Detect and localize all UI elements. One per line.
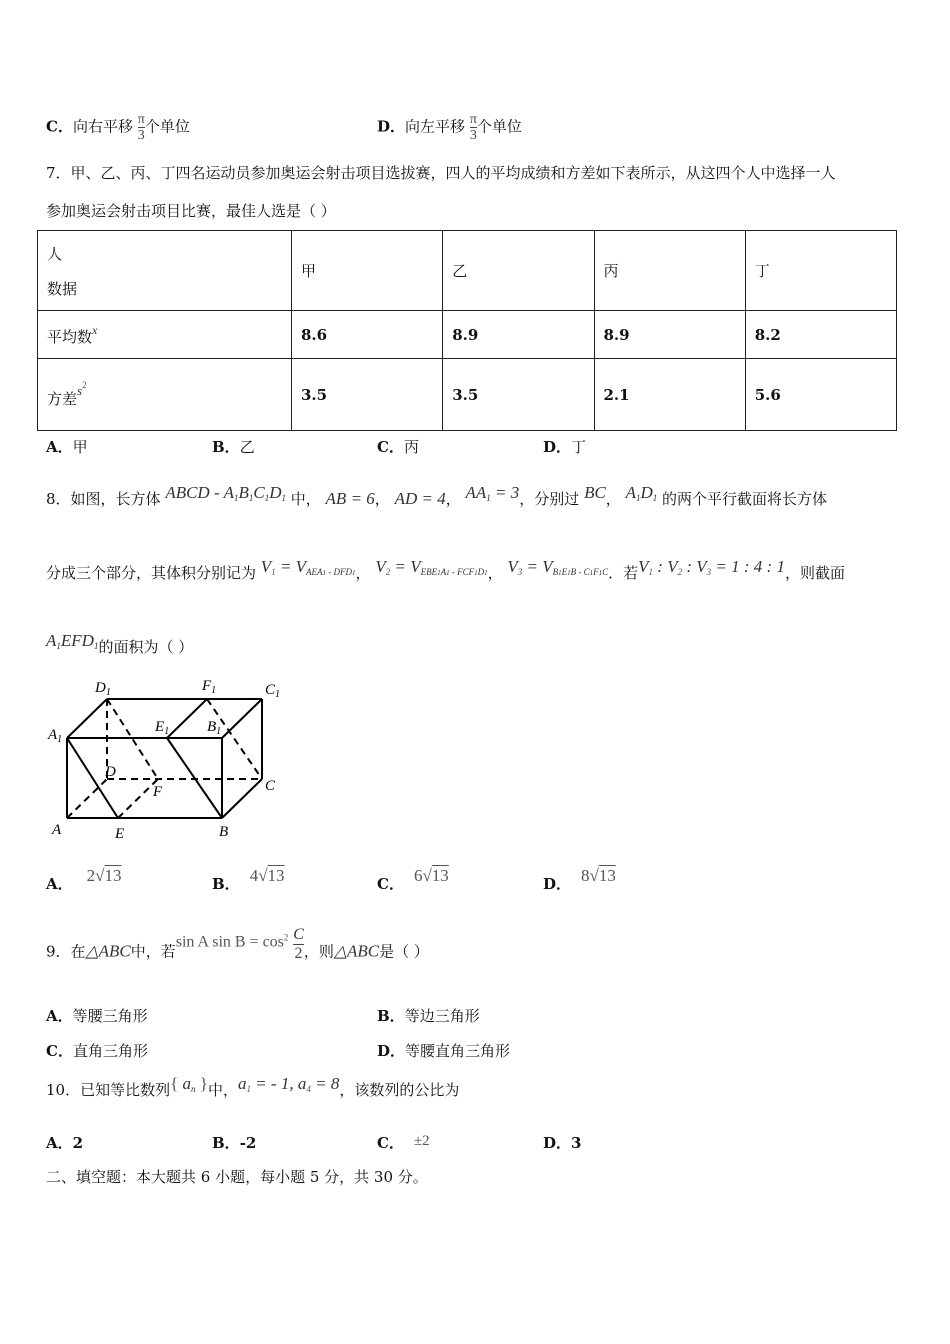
coef: 2 [86,866,96,885]
option-text: 等腰直角三角形 [405,1042,511,1060]
aa1-b: = 3 [490,483,520,502]
sequence: { $a_n$ } [170,1074,208,1094]
option-text: 丁 [571,438,587,456]
sub: 1 [474,569,478,577]
sub: E [561,567,568,577]
solid-part: C [253,483,265,502]
sub: A [440,567,447,577]
table-header-row [38,231,897,311]
option-math: 2√13 [86,866,122,885]
section-name [46,631,98,650]
table-row-variance [38,359,897,431]
q7-stem-line2: 参加奥运会射击项目比赛，最佳人选是（ ） [46,202,336,220]
q8-option-b [212,866,285,894]
q10-option-d [543,1132,581,1153]
q7-data-table [37,230,897,431]
label-e1: $E_1$ [155,719,170,737]
corner-bottom: 数据 [47,279,78,298]
q10-stem [46,1074,459,1100]
option-label: B． [377,1007,405,1025]
solid-part: B [238,483,249,502]
corner-top: 人 [47,244,63,263]
option-math: 6√13 [413,866,449,885]
sub: EBE [420,567,438,577]
option-label: D． [543,438,572,456]
q10-option-c [377,1132,430,1153]
radicand: 13 [267,866,285,885]
sub: F [593,567,599,577]
sub: 1 [558,569,562,577]
radicand: 13 [104,866,122,885]
option-label: A． [46,1007,73,1025]
option-text: 甲 [72,438,88,456]
solid-part: ABCD - A [165,483,234,502]
q10-option-b [212,1132,256,1153]
eq: = V [522,557,553,576]
option-text: 丙 [403,438,419,456]
a1d1 [626,483,658,502]
sub: 1 [484,569,488,577]
text: ．若 [608,564,639,582]
a1d1-b: D [640,483,653,502]
frac-num: π [469,112,477,127]
label-a1: $A_1$ [48,727,63,745]
table-cell: 3.5 [292,359,443,431]
q9-stem [46,926,429,963]
table-cell: 2.1 [594,359,745,431]
q9-option-c [46,1040,148,1061]
table-cell: 8.9 [594,311,745,359]
q8-stem-line3 [46,631,193,657]
sub: 1 [486,493,491,503]
label-f1: $F_1$ [202,678,217,696]
label-b1: $B_1$ [207,719,222,737]
radicand: 13 [431,866,449,885]
sub: 1 [635,493,641,503]
solid-name [165,483,286,502]
radicand: 13 [598,866,616,885]
sub: 1 [589,569,594,577]
eq: = V [390,557,421,576]
option-text: ±2 [413,1133,430,1149]
sup: 2 [283,932,289,943]
sub: 1 [264,493,270,503]
header-cell: 乙 [443,231,594,311]
q7-option-c [377,436,419,457]
header-cell: 丁 [745,231,896,311]
option-label: C． [377,875,404,893]
sub: AEA [306,567,323,577]
option-label: C． [46,1042,73,1060]
coef: 8 [581,866,590,885]
text: ，则 [303,942,334,961]
coef: 4 [249,866,259,885]
option-label: C． [377,438,404,456]
q9-option-b [377,1005,480,1026]
mean-symbol: x [92,322,98,337]
option-text: 等边三角形 [404,1007,480,1025]
bc: BC [584,483,606,502]
option-label: A． [46,875,73,893]
option-label: D． [543,875,572,893]
v1-def [261,557,356,576]
option-text-post: 个单位 [476,117,522,136]
sub: 1 [352,569,356,577]
q8-option-d [543,866,616,894]
table-cell: 8.6 [292,311,443,359]
condition: $a_1$ = - 1, $a_4 = 8$ [237,1074,340,1094]
q7-option-b [212,436,255,457]
text: ，该数列的公比为 [339,1081,460,1099]
option-math: 8√13 [581,866,616,885]
label-d: D [105,764,116,780]
option-label: C． [377,1134,404,1152]
sub: 1 [598,569,603,577]
q8-number: 8．如图，长方体 [46,490,161,508]
option-label: A． [46,1134,73,1152]
option-math: 4√13 [249,866,285,885]
ad-eq: AD = 4 [394,489,446,508]
v: V [260,557,272,576]
sub: 1 [567,569,571,577]
text: ，分别过 [519,490,580,508]
option-label: D． [377,117,406,136]
option-label: B． [212,438,240,456]
text: 是（ ） [379,942,429,961]
option-text: 向右平移 [72,117,133,136]
q6-option-d [377,112,522,143]
sub: 1 [248,493,254,503]
option-label: B． [212,1134,240,1152]
label-c1: $C_1$ [265,682,281,700]
sub: D [477,567,485,577]
frac-den: 3 [137,128,145,143]
label-d1: $D_1$ [95,680,111,698]
section-2-heading: 二、填空题：本大题共 6 小题，每小题 5 分，共 30 分。 [46,1168,428,1186]
cond-end: = 8 [310,1074,340,1093]
fraction [293,926,304,963]
cond-a: a [237,1074,247,1093]
option-text: 向左平移 [405,117,466,136]
option-text: 直角三角形 [72,1042,148,1060]
q7-option-a [46,436,88,457]
label-f: F [153,784,163,800]
q8-option-c [377,866,449,894]
sub: B - C [570,567,590,577]
option-text: 3 [571,1134,582,1152]
variance-symbol: s [77,383,83,398]
coef: 6 [413,866,423,885]
sub: 1 [437,569,441,577]
table-cell: 8.2 [745,311,896,359]
text: 分成三个部分，其体积分别记为 [46,564,257,582]
variance-sup: 2 [82,380,87,390]
sub: n [191,1084,196,1094]
label-a: A [52,822,62,838]
v: V [375,557,386,576]
q6-option-c [46,112,190,143]
solid-part: D [269,483,282,502]
sub: B [552,567,559,577]
sub: 1 [233,493,239,503]
eq: = V [275,557,307,576]
option-label: B． [212,875,240,893]
text: 中，若 [130,942,176,961]
triangle: △ABC [333,941,380,961]
row-label [38,311,292,359]
sub: 1 [322,569,327,577]
v2-def: $V_2 = V_{EBE1A1}$ $_{- FCF1D1}$ [375,557,488,577]
v: V [507,557,518,576]
table-cell: 3.5 [443,359,594,431]
sym: EFD [60,631,94,650]
sub: - FCF [449,567,475,577]
v3-def: $V_3 = V_{B1E1B - C1F1C}$ [507,557,609,577]
row-label-text: 平均数 [47,327,93,346]
a1d1-a: A [625,483,636,502]
aa1-eq [466,483,520,502]
ratio: $V_1$ : $V_2$ : $V_3 = 1$ : 4 : 1 [638,557,785,577]
option-text: 2 [72,1134,84,1152]
frac-num: C [293,926,304,943]
option-text: 乙 [239,438,255,456]
text: 的面积为（ ） [98,638,194,656]
row-label [38,359,292,431]
option-text-post: 个单位 [144,117,190,136]
q9-option-d [377,1040,510,1061]
row-label-text: 方差 [47,390,78,408]
option-label: C． [46,117,73,136]
table-cell: 5.6 [745,359,896,431]
q8-stem-line1: 8．如图，长方体 ABCD - $A_1B_1C_1D_1$ 中， AB = 6， AD = 4， $AA_1 = 3$，分别过 BC， $A_1D_1$ 的两个平行截面将长方体 [46,483,828,508]
option-text: 等腰三角形 [72,1007,148,1025]
option-label: A． [46,438,73,456]
frac-den: 2 [294,945,303,962]
q9-option-a [46,1005,148,1026]
fraction [470,112,477,143]
sym: A [46,631,57,650]
v: V [696,557,707,576]
text: 中， [207,1081,238,1099]
triangle: △ABC [85,941,131,961]
option-label: D． [543,1134,572,1152]
v: V [667,557,678,576]
ab-eq: AB = 6 [325,489,375,508]
table-corner-cell [38,231,292,311]
text: 9．在 [46,942,86,961]
sub: 1 [652,493,658,503]
text: ，则截面 [784,564,845,582]
label-b: B [219,824,229,840]
sub: 1 [446,569,450,577]
aa1-a: AA [465,483,487,502]
sub: 1 [281,493,286,503]
fraction [138,112,145,143]
frac-num: π [137,112,145,127]
cuboid-figure [45,672,295,844]
sub: 1 [56,641,61,651]
v: V [638,557,649,576]
text: 中， [290,490,321,508]
frac-den: 3 [469,128,477,143]
option-text: -2 [239,1134,257,1152]
sub: 1 [271,567,276,577]
q7-stem-line1: 7．甲、乙、丙、丁四名运动员参加奥运会射击项目选拔赛，四人的平均成绩和方差如下表所示，从这四个人中选择一人 [46,164,836,182]
option-label: D． [377,1042,406,1060]
q7-option-d [543,436,586,457]
table-row-mean [38,311,897,359]
sub: 1 [93,641,99,651]
sub: C [602,567,609,577]
sub: - DFD [326,567,353,577]
text: 10．已知等比数列 [46,1081,171,1099]
header-cell: 丙 [594,231,745,311]
seq-a: a [182,1074,192,1093]
q10-option-a [46,1132,83,1153]
q8-stem-line2: 分成三个部分，其体积分别记为 $V_1 = V_{AEA1}$ $_{- DFD1}$， $V_2 = V_{EBE1A1}$ $_{- FCF1D1}$， $V_3 = V_{B1E1B - C1F1C}$．若$V_1$ : $V_2$ : $V_3 = 1$ : 4 : 1，则截面 [46,557,845,582]
equation: sin A sin B = cos [175,933,284,951]
header-cell: 甲 [292,231,443,311]
ratio-tail: = 1 : 4 : 1 [711,557,785,576]
text: 的两个平行截面将长方体 [662,490,828,508]
label-e: E [115,826,125,842]
cond-mid: = - 1, a [250,1074,307,1093]
label-c: C [265,778,276,794]
table-cell: 8.9 [443,311,594,359]
q8-option-a [46,866,121,894]
